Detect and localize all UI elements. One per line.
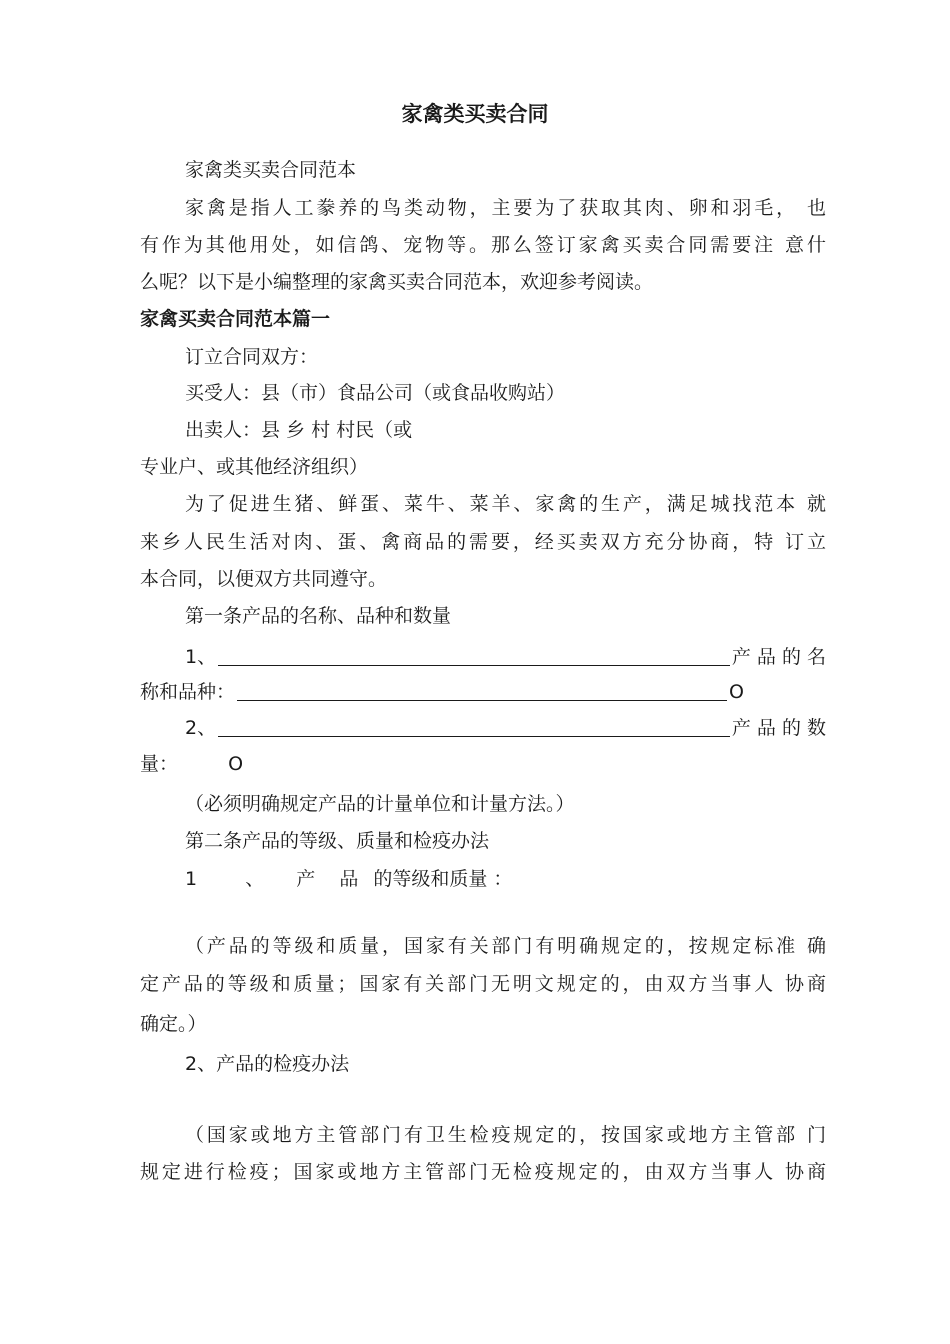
intro-line-1: 家禽是指人工豢养的鸟类动物，主要为了获取其肉、卵和羽毛， 也: [185, 197, 826, 219]
purpose-line-3: 本合同，以便双方共同遵守。: [140, 568, 388, 590]
parties-label: 订立合同双方：: [185, 346, 319, 368]
seller-line-cont: 专业户、或其他经济组织）: [140, 456, 369, 478]
article-2-heading: 第二条产品的等级、质量和检疫办法: [185, 830, 490, 852]
intro-line-3: 么呢？以下是小编整理的家禽买卖合同范本，欢迎参考阅读。: [140, 271, 654, 293]
grade-separator: 、: [245, 868, 265, 890]
buyer-line: 买受人：县（市）食品公司（或食品收购站）: [185, 382, 566, 404]
item-2-label: 量：: [140, 753, 179, 775]
item-1-row: [140, 645, 826, 669]
note-measure: （必须明确规定产品的计量单位和计量方法。）: [185, 793, 575, 815]
article-1-heading: 第一条产品的名称、品种和数量: [185, 605, 452, 627]
item-1-blank[interactable]: [218, 645, 730, 666]
quarantine-note-line-2: 规定进行检疫；国家或地方主管部门无检疫规定的，由双方当事人 协商: [140, 1161, 826, 1183]
document-title: 家禽类买卖合同: [401, 102, 549, 126]
item-1-row-2: [140, 680, 744, 704]
item-2-blank[interactable]: [218, 716, 730, 737]
item-1-number: 1、: [185, 646, 217, 668]
item-1-end: O: [729, 681, 744, 703]
item-1-tail: 产 品 的 名: [731, 646, 826, 668]
subtitle: 家禽类买卖合同范本: [185, 159, 357, 181]
quarantine-heading: 2、产品的检疫办法: [185, 1053, 350, 1075]
item-2-end: O: [228, 753, 244, 775]
quarantine-note-line-1: （国家或地方主管部门有卫生检疫规定的，按国家或地方主管部 门: [185, 1124, 826, 1146]
purpose-line-1: 为了促进生猪、鲜蛋、菜牛、菜羊、家禽的生产，满足城找范本 就: [185, 493, 826, 515]
item-2-tail: 产 品 的 数: [731, 717, 826, 739]
item-2-row-2: [140, 752, 826, 776]
grade-rest: 的等级和质量 ：: [373, 868, 513, 890]
grade-row: [140, 867, 826, 891]
seller-line: 出卖人：县 乡 村 村民（或: [185, 419, 413, 441]
grade-number: 1: [185, 868, 198, 890]
purpose-line-2: 来乡人民生活对肉、蛋、禽商品的需要，经买卖双方充分协商，特 订立: [140, 531, 826, 553]
grade-note-line-3: 确定。）: [140, 1013, 207, 1035]
grade-note-line-1: （产品的等级和质量，国家有关部门有明确规定的，按规定标准 确: [185, 935, 826, 957]
item-1-blank-2[interactable]: [237, 680, 727, 701]
grade-chars: 产 品: [296, 868, 368, 890]
section-heading: 家禽买卖合同范本篇一: [140, 308, 331, 330]
grade-note-line-2: 定产品的等级和质量；国家有关部门无明文规定的，由双方当事人 协商: [140, 973, 826, 995]
item-1-label: 称和品种：: [140, 681, 236, 703]
item-2-number: 2、: [185, 717, 217, 739]
intro-line-2: 有作为其他用处，如信鸽、宠物等。那么签订家禽买卖合同需要注 意什: [140, 234, 826, 256]
item-2-row: [140, 716, 826, 740]
